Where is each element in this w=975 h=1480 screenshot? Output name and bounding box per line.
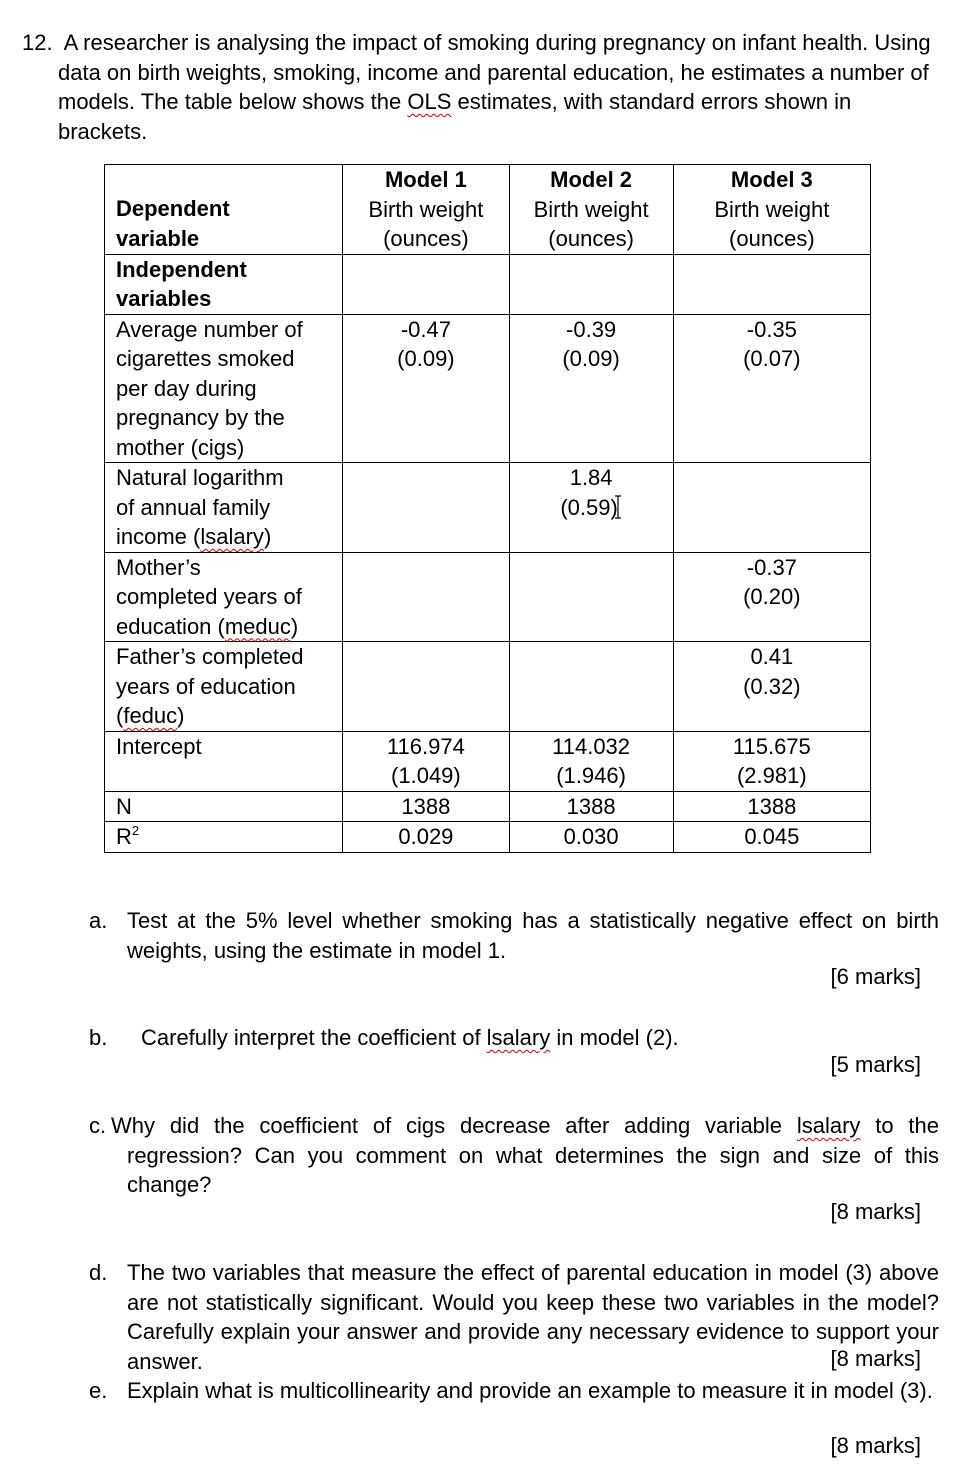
part-e [89,1376,939,1406]
regression-table [104,164,871,853]
intercept-m3: 115.675 (2.981) [673,731,870,791]
r2-m1: 0.029 [343,822,509,853]
intercept-m2: 114.032 (1.946) [509,731,673,791]
cigs-label: Average number of cigarettes smoked per day during pregnancy by the mother (cigs) [105,314,343,463]
part-e-marks: [8 marks] [830,1433,921,1458]
independent-variables-label: Independent variables [105,254,343,314]
table-row-intercept [105,731,871,791]
table-row-n [105,791,871,822]
part-b-text: Carefully interpret the coefficient of lsalary in model (2). [141,1025,679,1050]
table-row-meduc [105,552,871,642]
part-b-label: b. [89,1025,108,1050]
table-row-lsalary [105,463,871,553]
part-a [89,906,939,965]
table-header-row [105,165,871,255]
feduc-label: Father’s completed years of education (feduc) [105,642,343,732]
part-d-marks: [8 marks] [830,1346,921,1371]
table-row-cigs [105,314,871,463]
table-row-r2 [105,822,871,853]
model-3-header: Model 3 Birth weight (ounces) [673,165,870,255]
part-d-label: d. [89,1260,108,1285]
question-intro: 12. A researcher is analysing the impact of smoking during pregnancy on infant health. Using data on birth weights, smoking, income and parental education, he estimates a number of models. The table below shows the OLS estimates, with standard errors shown in brackets. [22,30,931,144]
part-d-text: The two variables that measure the effect of parental education in model (3) above are not statistically significant. Would you keep these two variables in the model? Carefully explain your answer and provide any necessary evidence to support your answer. [127,1260,939,1374]
meduc-m3: -0.37 (0.20) [673,552,870,642]
model-1-header: Model 1 Birth weight (ounces) [343,165,509,255]
table-row-feduc [105,642,871,732]
n-m1: 1388 [343,791,509,822]
n-m3: 1388 [673,791,870,822]
dependent-variable-label: Dependent variable [105,165,343,255]
intercept-m1: 116.974 (1.049) [343,731,509,791]
text-cursor-icon [614,495,622,519]
part-c-text: Why did the coefficient of cigs decrease after adding variable lsalary to the regression? Can you comment on what determines the sign and size of this change? [111,1113,939,1197]
part-c-marks: [8 marks] [830,1199,921,1224]
r2-m2: 0.030 [509,822,673,853]
cigs-m3: -0.35 (0.07) [673,314,870,463]
lsalary-label: Natural logarithm of annual family income (lsalary) [105,463,343,553]
n-m2: 1388 [509,791,673,822]
r2-m3: 0.045 [673,822,870,853]
part-b [89,1023,939,1053]
intercept-label: Intercept [105,731,343,791]
part-b-marks: [5 marks] [830,1052,921,1077]
n-label: N [105,791,343,822]
part-c [89,1111,939,1200]
part-e-label: e. [89,1378,108,1403]
model-2-header: Model 2 Birth weight (ounces) [509,165,673,255]
feduc-m3: 0.41 (0.32) [673,642,870,732]
cigs-m1: -0.47 (0.09) [343,314,509,463]
part-c-label: c. [89,1113,107,1138]
part-a-marks: [6 marks] [830,964,921,989]
part-a-label: a. [89,908,108,933]
r2-label: $R^2$ [105,822,343,853]
cigs-m2: -0.39 (0.09) [509,314,673,463]
question-number: 12. [22,30,53,55]
part-d [89,1258,939,1376]
part-e-text: Explain what is multicollinearity and provide an example to measure it in model (3). [127,1378,933,1403]
part-a-text: Test at the 5% level whether smoking has a statistically negative effect on birth weights, using the estimate in model 1. [127,908,939,963]
table-row [105,254,871,314]
meduc-label: Mother’s completed years of education (meduc) [105,552,343,642]
lsalary-m2: 1.84 (0.59) [509,463,673,553]
